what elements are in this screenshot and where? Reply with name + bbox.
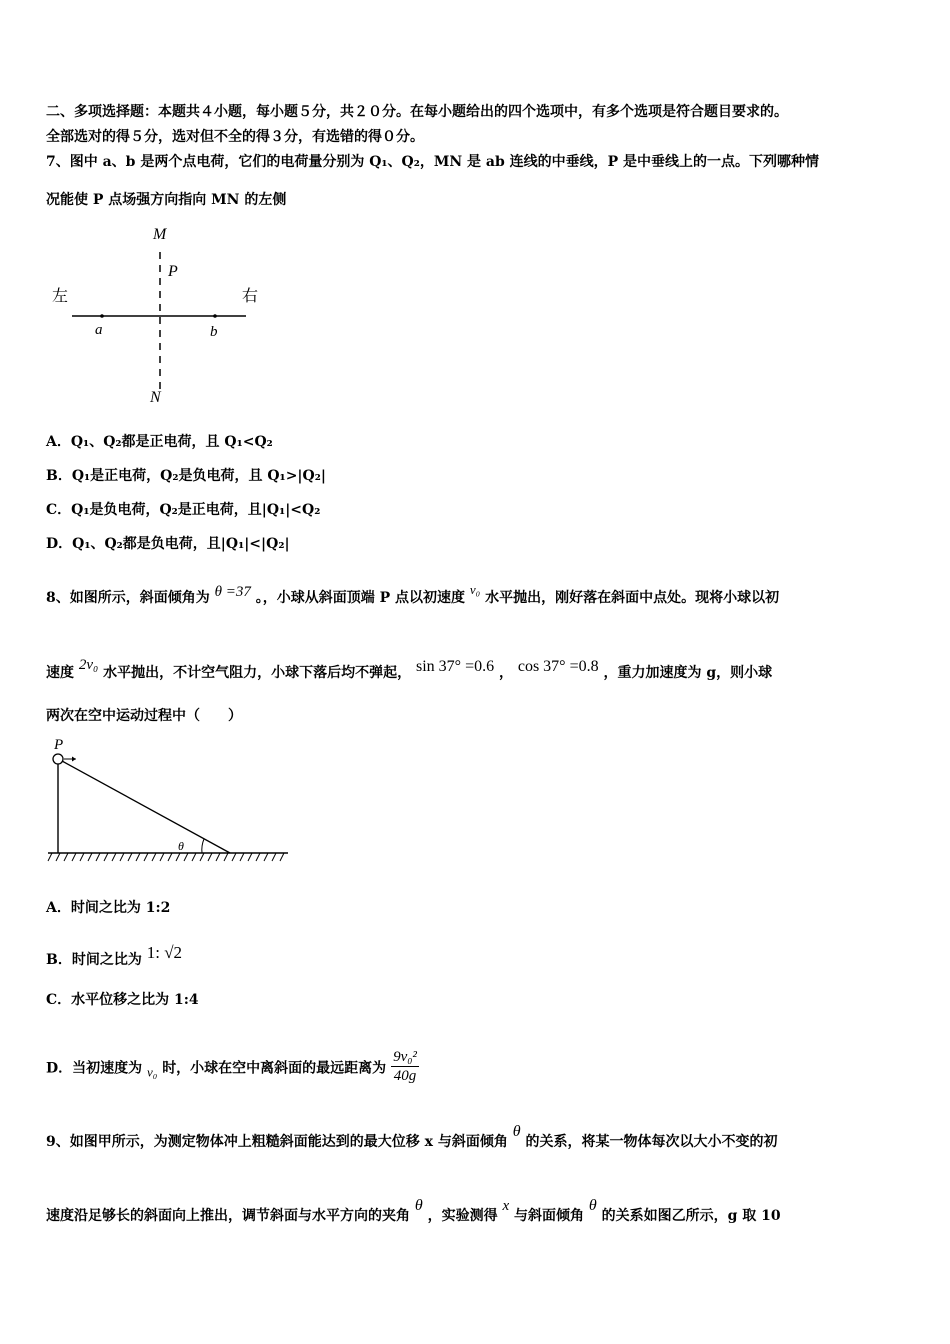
q8-option-d — [46, 1050, 419, 1087]
label-right: 右 — [242, 286, 259, 305]
q8-stem-1a: 8、如图所示，斜面倾角为 — [46, 590, 210, 606]
q9-stem-2c: 与斜面倾角 — [514, 1208, 585, 1224]
label-left: 左 — [52, 286, 69, 305]
q8-stem-1b: 。，小球从斜面顶端 P 点以初速度 — [255, 590, 466, 606]
q9-stem-2d: 的关系如图乙所示，g 取 10 — [601, 1208, 781, 1224]
ground-hatching — [48, 853, 284, 861]
q8-stem-line-3: 两次在空中运动过程中（ ） — [46, 708, 242, 724]
q8-option-d-fraction — [391, 1048, 419, 1085]
label-n: N — [150, 389, 161, 406]
charge-a-point — [100, 314, 104, 318]
label-p: P — [168, 263, 178, 280]
q8-two-v0: 2v₀ — [78, 657, 99, 673]
q7-stem-line-2: 况能使 P 点场强方向指向 MN 的左侧 — [46, 192, 287, 208]
q9-theta-1: θ — [512, 1123, 521, 1140]
q7-option-b: B．Q₁是正电荷，Q₂是负电荷，且 Q₁>|Q₂| — [46, 468, 326, 484]
label-m: M — [153, 226, 167, 243]
q8-sin: sin 37° =0.6 — [416, 658, 495, 675]
q8-label-theta: θ — [178, 839, 184, 853]
q8-option-b-text: B．时间之比为 — [46, 952, 142, 968]
q8-option-b-math: 1: √2 — [146, 943, 183, 962]
q9-stem-2b: ，实验测得 — [427, 1208, 498, 1224]
q8-option-d-v0: v₀ — [147, 1064, 158, 1080]
q8-option-d-1: D．当初速度为 — [46, 1060, 143, 1077]
q8-stem-2b: 水平抛出，不计空气阻力，小球下落后均不弹起， — [103, 665, 412, 681]
q9-stem-line-1 — [46, 1122, 777, 1152]
section-heading-cont: 全部选对的得５分，选对但不全的得３分，有选错的得０分。 — [46, 129, 424, 145]
q8-stem-2a: 速度 — [46, 665, 74, 681]
q9-x: x — [502, 1198, 510, 1214]
q8-option-a: A．时间之比为 1:2 — [46, 900, 171, 916]
q8-figure — [40, 735, 300, 870]
q8-fraction-numerator: 9v₀² — [393, 1049, 417, 1065]
q7-figure — [40, 222, 290, 412]
q9-stem-1a: 9、如图甲所示，为测定物体冲上粗糙斜面能达到的最大位移 x 与斜面倾角 — [46, 1134, 508, 1150]
q8-option-b — [46, 943, 182, 970]
q8-stem-2c: ，重力加速度为 g，则小球 — [603, 665, 773, 681]
section-heading: 二、多项选择题：本题共４小题，每小题５分，共２０分。在每小题给出的四个选项中，有多个选项是符合题目要求的。 — [46, 104, 788, 120]
q9-theta-2: θ — [414, 1197, 423, 1214]
q9-stem-2a: 速度沿足够长的斜面向上推出，调节斜面与水平方向的夹角 — [46, 1208, 410, 1224]
label-b: b — [210, 324, 218, 340]
q8-label-p: P — [54, 737, 64, 753]
q9-theta-3: θ — [588, 1197, 597, 1214]
q7-option-a: A．Q₁、Q₂都是正电荷，且 Q₁<Q₂ — [46, 434, 273, 450]
q7-option-d: D．Q₁、Q₂都是负电荷，且|Q₁|<|Q₂| — [46, 536, 290, 552]
q8-cos: cos 37° =0.8 — [517, 658, 599, 675]
q7-option-c: C．Q₁是负电荷，Q₂是正电荷，且|Q₁|<Q₂ — [46, 502, 321, 518]
velocity-arrow — [72, 757, 76, 762]
charge-b-point — [213, 314, 217, 318]
q8-comma: ， — [498, 665, 513, 681]
q7-stem-line-1: 7、图中 a、b 是两个点电荷，它们的电荷量分别为 Q₁、Q₂，MN 是 ab 连线的中垂线，P 是中垂线上的一点。下列哪种情 — [46, 154, 820, 170]
q9-stem-1b: 的关系，将某一物体每次以大小不变的初 — [525, 1134, 778, 1150]
q8-stem-line-1 — [46, 580, 779, 608]
q8-option-c: C．水平位移之比为 1:4 — [46, 992, 199, 1008]
q8-fraction-denominator: 40g — [393, 1068, 417, 1084]
q8-option-d-2: 时，小球在空中离斜面的最远距离为 — [162, 1060, 387, 1077]
q8-stem-1c: 水平抛出，刚好落在斜面中点处。现将小球以初 — [485, 590, 780, 606]
q9-stem-line-2 — [46, 1196, 781, 1226]
q8-v0: v₀ — [469, 582, 481, 597]
angle-arc — [202, 839, 204, 853]
q8-stem-line-2 — [46, 655, 772, 683]
ball — [53, 754, 63, 764]
label-a: a — [95, 322, 103, 338]
q8-theta-eq: θ =37 — [214, 584, 251, 600]
